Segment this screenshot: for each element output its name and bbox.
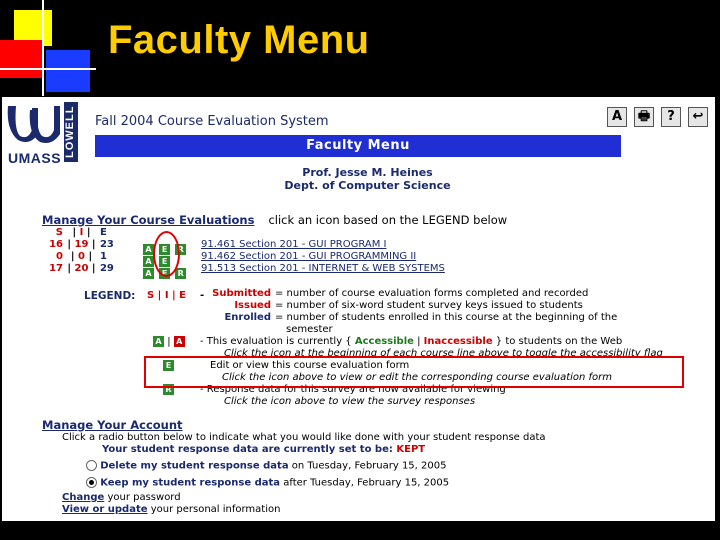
col-header-s: S <box>55 227 63 238</box>
row-submitted: 0 <box>56 251 63 262</box>
decor-vertical-line <box>42 0 44 96</box>
responses-legend-icon: R <box>163 384 174 395</box>
course-link[interactable]: 91.462 Section 201 - GUI PROGRAMMING II <box>201 251 417 262</box>
keep-radio[interactable] <box>86 477 97 488</box>
legend-issued-desc: = number of six-word student survey keys issued to students <box>275 300 583 311</box>
row-enrolled: 23 <box>99 239 114 250</box>
legend-enrolled-desc: = number of students enrolled in this course at the beginning of the <box>275 312 618 323</box>
change-password-link[interactable]: Change <box>62 492 105 503</box>
legend-access-hint: Click the icon at the beginning of each course line above to toggle the accessibility flag <box>224 348 663 359</box>
inaccessible-legend-icon: A <box>174 336 185 347</box>
col-header-e: E <box>99 227 107 238</box>
access-text-1: - This evaluation is currently { <box>200 336 352 347</box>
row-submitted: 16 <box>49 239 63 250</box>
evaluations-section <box>42 213 507 227</box>
course-link[interactable]: 91.461 Section 201 - GUI PROGRAM I <box>201 239 387 250</box>
row-issued: 19 <box>74 239 89 250</box>
edit-legend-icon: E <box>163 360 174 371</box>
row-submitted: 17 <box>49 263 63 274</box>
professor-name: Prof. Jesse M. Heines <box>302 166 433 179</box>
page-header-bar: Faculty Menu <box>95 135 621 157</box>
edit-icon[interactable]: E <box>159 268 170 279</box>
row-enrolled: 29 <box>99 263 114 274</box>
change-password-line <box>62 492 181 504</box>
view-update-text: your personal information <box>150 504 281 515</box>
row-enrolled: 1 <box>99 251 107 262</box>
slide-title: Faculty Menu <box>108 18 370 62</box>
status-prefix: Your student response data are currently set to be: <box>102 444 393 455</box>
print-button[interactable]: 🖶 <box>634 107 654 127</box>
decor-horizontal-line <box>0 68 96 70</box>
account-status <box>102 444 425 456</box>
evaluations-heading: Manage Your Course Evaluations <box>42 213 255 227</box>
legend-response-hint: Click the icon above to view the survey responses <box>224 396 476 407</box>
course-link[interactable]: 91.513 Section 201 - INTERNET & WEB SYSTEMS <box>201 263 445 274</box>
col-header-i: I <box>79 227 84 238</box>
account-heading <box>42 418 183 432</box>
accessible-legend-icon: A <box>153 336 164 347</box>
legend-edit-hint: Click the icon above to view or edit the corresponding course evaluation form <box>222 372 613 383</box>
legend-issued-term: Issued <box>234 300 271 311</box>
responses-icon[interactable]: R <box>175 244 186 255</box>
account-heading-text: Manage Your Account <box>42 418 183 432</box>
table-row: 16 | 19 | 23 <box>29 239 122 251</box>
change-password-text: your password <box>107 492 181 503</box>
legend-access-row: A | A <box>153 336 185 349</box>
logo-lowell-text: LOWELL <box>64 102 78 162</box>
highlight-box <box>144 356 684 388</box>
edit-icon[interactable]: E <box>159 256 170 267</box>
table-row: 0 | 0 | 1 <box>29 251 122 263</box>
umass-lowell-logo <box>4 100 82 166</box>
help-button[interactable]: ? <box>661 107 681 127</box>
responses-icon[interactable]: R <box>175 268 186 279</box>
keep-option-date: after Tuesday, February 15, 2005 <box>283 477 450 489</box>
legend-submitted-desc: = number of course evaluation forms completed and recorded <box>275 288 589 299</box>
view-info-line <box>62 504 280 516</box>
font-size-button[interactable]: A <box>607 107 627 127</box>
decor-red-square <box>0 40 42 78</box>
legend-enrolled-term: Enrolled <box>224 312 271 323</box>
decor-blue-square <box>46 50 90 92</box>
legend-submitted-term: Submitted <box>212 288 271 299</box>
legend-label: LEGEND: <box>84 290 136 302</box>
legend-access-line: - This evaluation is currently { Accessible | Inaccessible } to students on the Web <box>200 336 623 347</box>
professor-dept: Dept. of Computer Science <box>284 179 451 192</box>
keep-option[interactable] <box>86 477 449 490</box>
legend-sie: S | I | E <box>147 290 186 301</box>
edit-icon[interactable]: E <box>159 244 170 255</box>
row-issued: 20 <box>74 263 89 274</box>
legend-enrolled-desc2: semester <box>286 324 333 335</box>
table-row: 17 | 20 | 29 <box>29 263 122 275</box>
legend-edit-line: Edit or view this course evaluation form <box>210 360 410 371</box>
view-update-link[interactable]: View or update <box>62 504 148 515</box>
delete-option-date: on Tuesday, February 15, 2005 <box>291 460 447 472</box>
accessible-icon[interactable]: A <box>143 256 154 267</box>
logo-mark-icon <box>4 100 64 150</box>
evaluation-stats <box>29 227 122 275</box>
accessible-icon[interactable]: A <box>143 268 154 279</box>
highlight-oval <box>153 231 180 277</box>
logo-umass-text: UMASS <box>8 150 62 166</box>
delete-radio[interactable] <box>86 460 97 471</box>
access-text-2: } to students on the Web <box>495 336 623 347</box>
account-instruction: Click a radio button below to indicate what you would like done with your student response data <box>62 432 546 443</box>
accessible-icon[interactable]: A <box>143 244 154 255</box>
exit-button[interactable]: ↩ <box>688 107 708 127</box>
system-title: Fall 2004 Course Evaluation System <box>95 114 329 129</box>
delete-option-label: Delete my student response data <box>100 460 289 472</box>
keep-option-label: Keep my student response data <box>100 477 281 489</box>
row-issued: 0 <box>78 251 85 262</box>
professor-info <box>2 166 715 192</box>
stats-header-row: S | I | E <box>29 227 122 239</box>
inaccessible-text: Inaccessible <box>423 336 493 347</box>
app-screenshot: UMASS LOWELL Fall 2004 Course Evaluation System A 🖶 ? ↩ Faculty Menu Prof. Jesse M. Heines Dept. of Computer Science Manage Your Course Evaluations click an icon based on the LEGEND below S | I | E 16 | 19 | 23 0 | 0 | 1 17 | 20 | 29 A E R A E A E R 91.461 Section 201 - GUI PROGRAM I 91.462 Section 201 - GUI PROGRAMMING II 91.513 Section 201 - INTERNET & WEB SYSTEMS LEGEND: S | I | E - Submitted = number of course evaluation forms completed and recorded Issued = number of six-word student survey keys issued to students Enrolled = number of students enrolled in this course at the beginning of the semester A | A - This evaluation is currently { Accessible | Inaccessible } to students on the Web Click the icon at the beginning of each course line above to toggle the accessibility flag E Edit or view this course evaluation form Click the icon above to view or edit the corresponding course evaluation form R - Response data for this survey are now available for viewing Click the icon above to view the survey responses Manage Your Account Click a radio button below to indicate what you would like done with your student response data Your student response data are currently set to be: KEPT Delete my student response data on Tuesday, February 15, 2005 Keep my student response data after Tuesday, February 15, 2005 Change your password View or update your personal information <box>2 97 715 521</box>
status-badge: KEPT <box>396 444 426 455</box>
delete-option[interactable] <box>86 460 446 473</box>
evaluations-hint: click an icon based on the LEGEND below <box>268 213 508 227</box>
accessible-text: Accessible <box>354 336 414 347</box>
legend-response-line: - Response data for this survey are now available for viewing <box>200 384 506 395</box>
